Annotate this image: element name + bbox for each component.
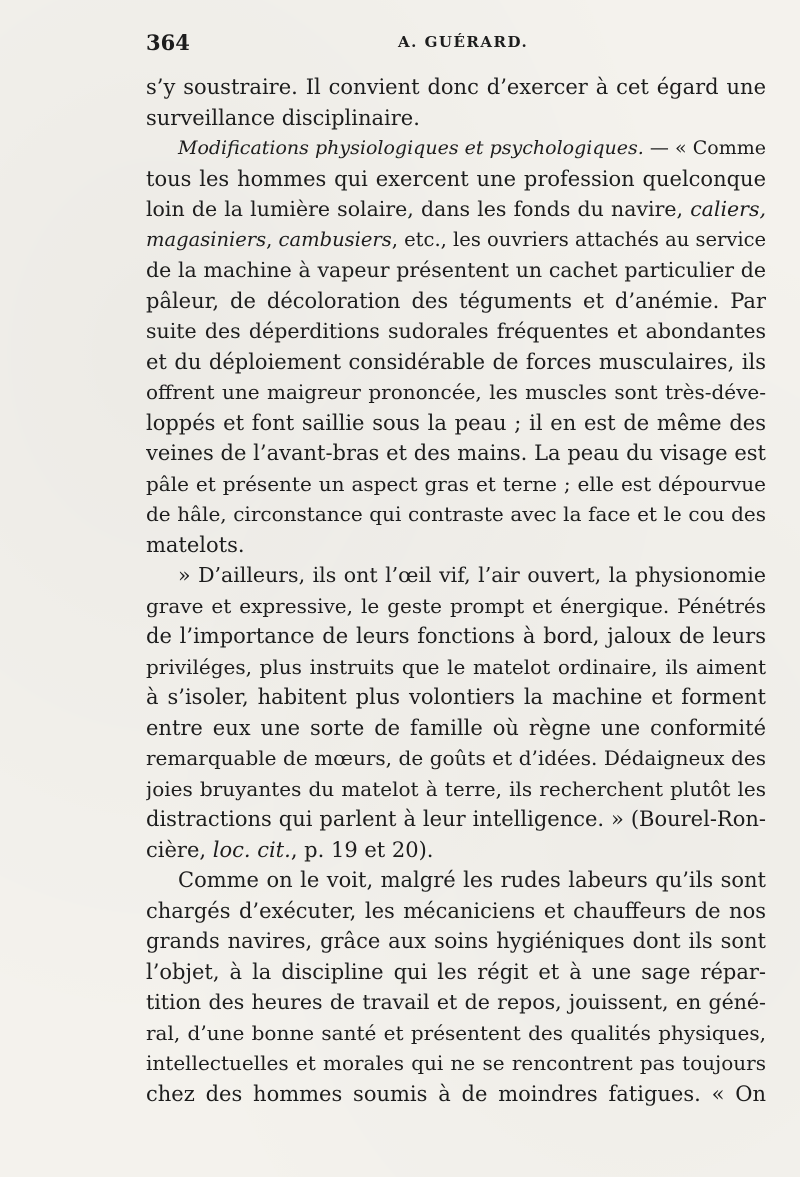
page-number: 364 xyxy=(146,30,190,55)
text-line xyxy=(146,103,766,134)
text-run: à s’isoler, habitent plus volontiers la machine et forment xyxy=(146,685,766,709)
text-run: suite des déperditions sudorales fréquentes et abondantes xyxy=(146,319,766,343)
text-line xyxy=(146,987,766,1018)
text-line xyxy=(146,347,766,378)
text-line xyxy=(146,255,766,286)
text-line xyxy=(146,896,766,927)
text-line xyxy=(146,804,766,835)
text-run: chez des hommes soumis à de moindres fatigues. « On xyxy=(146,1081,766,1106)
running-head: A. GUÉRARD. xyxy=(398,33,529,51)
italic-text: cambusiers xyxy=(278,227,392,251)
text-line xyxy=(146,438,766,469)
text-line xyxy=(146,865,766,896)
text-line xyxy=(146,408,766,439)
page-header xyxy=(146,30,760,58)
text-line xyxy=(146,164,766,195)
text-line xyxy=(146,835,766,866)
text-run: pâleur, de décoloration des téguments et d’anémie. Par xyxy=(146,288,766,313)
text-run: loin de la lumière solaire, dans les fonds du navire, xyxy=(146,197,691,221)
text-line xyxy=(146,560,766,591)
text-run: grave et expressive, le geste prompt et énergique. Pénétrés xyxy=(146,593,766,618)
text-run: priviléges, plus instruits que le matelot ordinaire, ils aiment xyxy=(146,654,766,679)
text-run: s’y soustraire. Il convient donc d’exercer à cet égard une xyxy=(146,75,766,99)
italic-text: Modifications physiologiques et psychologiques. xyxy=(178,137,644,159)
text-run: » D’ailleurs, ils ont l’œil vif, l’air ouvert, la physionomie xyxy=(178,563,766,587)
text-run: chargés d’exécuter, les mécaniciens et chauffeurs de nos xyxy=(146,898,766,923)
text-line xyxy=(146,72,766,103)
text-run: ral, d’une bonne santé et présentent des qualités physiques, xyxy=(146,1020,766,1045)
text-run: tous les hommes qui exercent une profession quelconque xyxy=(146,166,766,191)
text-line xyxy=(146,774,766,805)
italic-text: magasiniers xyxy=(146,227,267,251)
italic-text: loc. cit. xyxy=(212,837,291,862)
text-run: intellectuelles et morales qui ne se rencontrent pas toujours xyxy=(146,1051,766,1075)
text-run: entre eux une sorte de famille où règne une conformité xyxy=(146,715,766,740)
text-line xyxy=(146,316,766,347)
text-run: surveillance disciplinaire. xyxy=(146,105,420,130)
text-line xyxy=(146,530,766,561)
text-run: tition des heures de travail et de repos, jouissent, en géné- xyxy=(146,990,766,1014)
text-run: de la machine à vapeur présentent un cachet particulier de xyxy=(146,258,766,282)
text-run: offrent une maigreur prononcée, les muscles sont très-déve- xyxy=(146,380,766,404)
text-run: veines de l’avant-bras et des mains. La peau du visage est xyxy=(146,441,766,465)
text-line xyxy=(146,682,766,713)
text-line xyxy=(146,377,766,408)
text-line xyxy=(146,1018,766,1049)
text-run: loppés et font saillie sous la peau ; il en est de même des xyxy=(146,410,766,435)
text-line xyxy=(146,286,766,317)
text-line xyxy=(146,743,766,774)
text-line xyxy=(146,499,766,530)
text-run: de l’importance de leurs fonctions à bord, jaloux de leurs xyxy=(146,624,766,648)
italic-text: caliers, xyxy=(690,197,766,221)
text-line xyxy=(146,469,766,500)
text-run: cière, xyxy=(146,837,213,862)
text-line xyxy=(146,194,766,225)
text-run: remarquable de mœurs, de goûts et d’idées. Dédaigneux des xyxy=(146,746,766,770)
text-run: , xyxy=(266,227,279,251)
text-line xyxy=(146,225,766,256)
text-run: — « Comme xyxy=(643,137,766,159)
body-text xyxy=(146,72,766,1109)
text-line xyxy=(146,713,766,744)
text-line xyxy=(146,652,766,683)
text-line xyxy=(146,1079,766,1110)
text-run: matelots. xyxy=(146,532,245,557)
text-run: l’objet, à la discipline qui les régit et à une sage répar- xyxy=(146,959,766,984)
text-line xyxy=(146,591,766,622)
text-line xyxy=(146,133,766,164)
text-line xyxy=(146,926,766,957)
text-run: Comme on le voit, malgré les rudes labeurs qu’ils sont xyxy=(178,868,766,892)
text-line xyxy=(146,621,766,652)
text-run: , p. 19 et 20). xyxy=(290,837,434,862)
text-line xyxy=(146,1048,766,1079)
text-line xyxy=(146,957,766,988)
text-run: pâle et présente un aspect gras et terne ; elle est dépourvue xyxy=(146,471,766,496)
text-run: et du déploiement considérable de forces musculaires, ils xyxy=(146,349,766,374)
text-run: joies bruyantes du matelot à terre, ils recherchent plutôt les xyxy=(146,776,766,801)
text-run: distractions qui parlent à leur intelligence. » (Bourel-Ron- xyxy=(146,807,766,831)
text-run: grands navires, grâce aux soins hygiéniques dont ils sont xyxy=(146,929,766,953)
text-run: de hâle, circonstance qui contraste avec la face et le cou des xyxy=(146,502,766,526)
text-run: , etc., les ouvriers attachés au service xyxy=(391,227,766,251)
